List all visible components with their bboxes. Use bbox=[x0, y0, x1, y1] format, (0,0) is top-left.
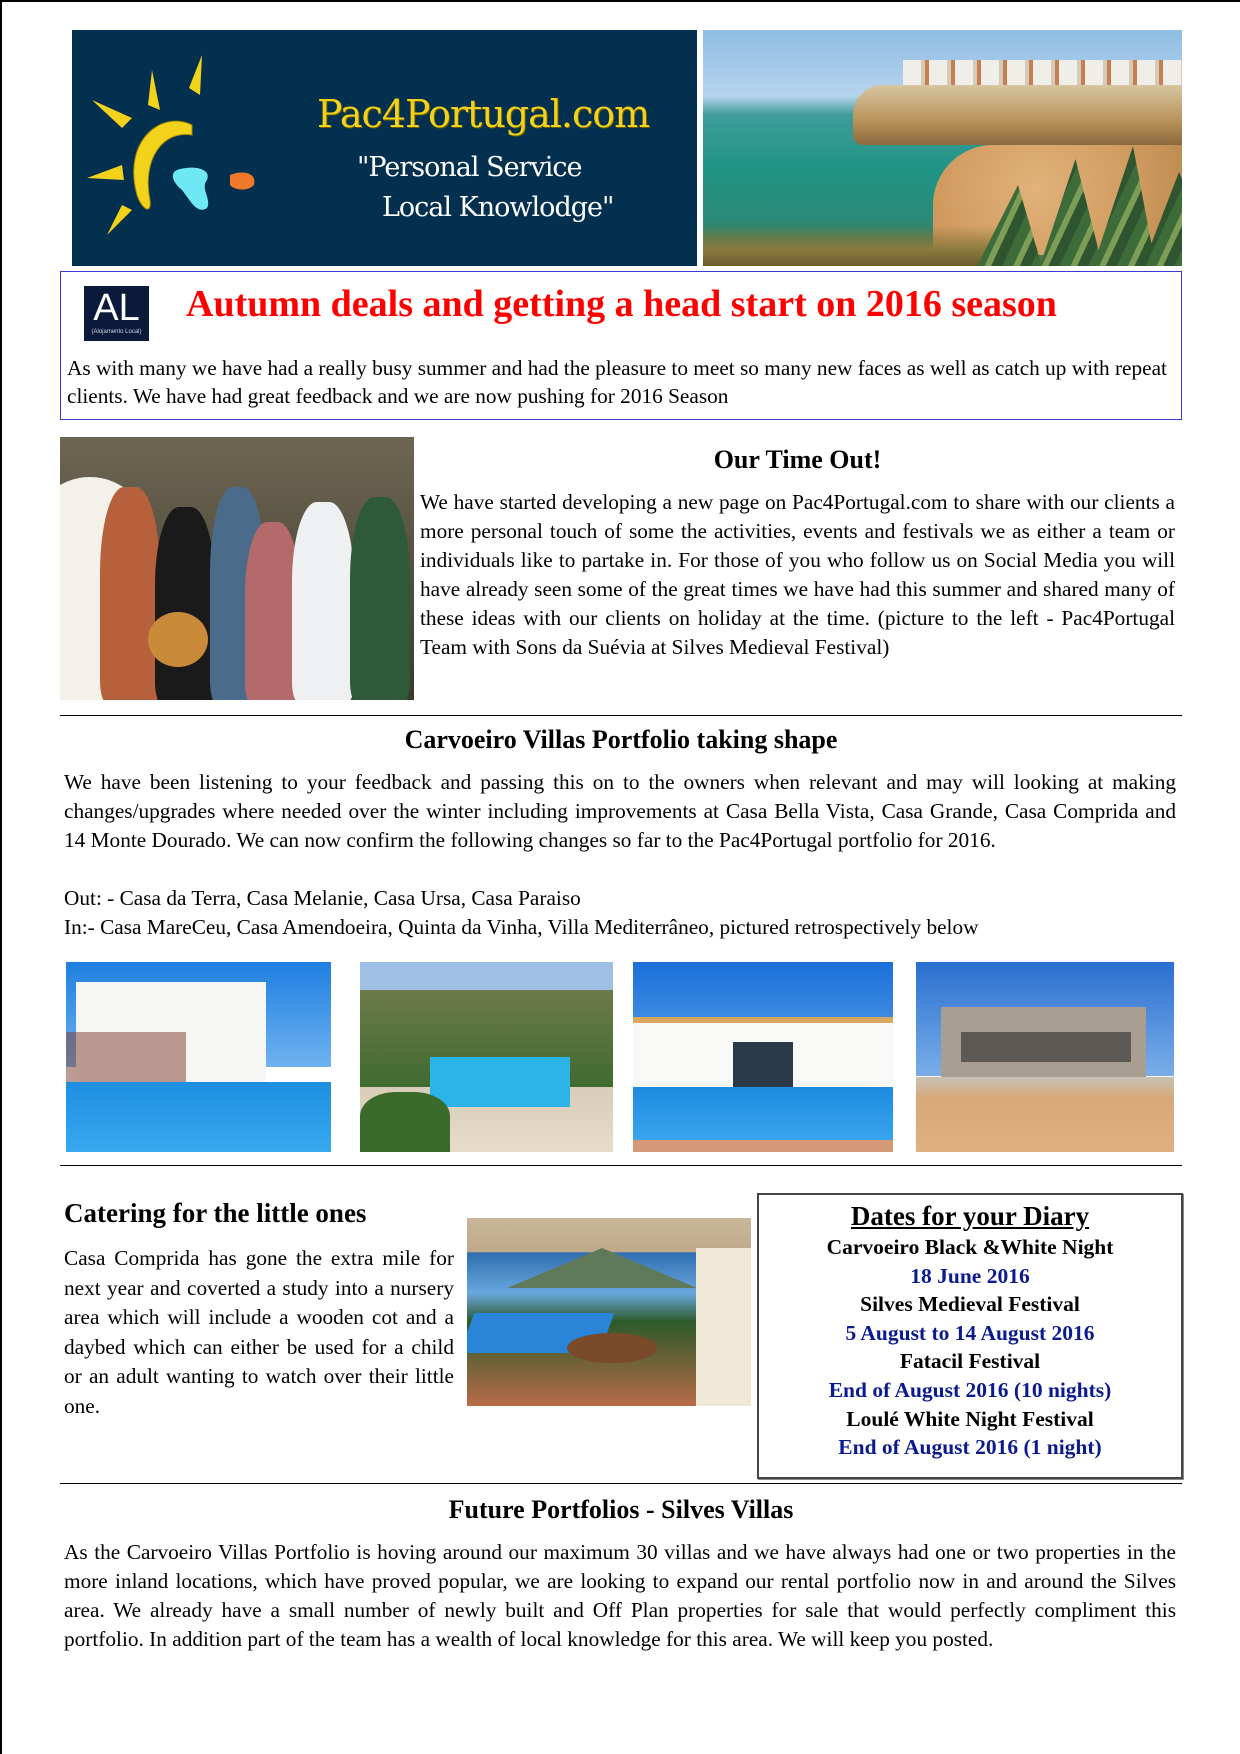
intro-body: As with many we have had a really busy summer and had the pleasure to meet so many new faces as well as catch up with repeat clients. We have had great feedback and we are now pushing for 2016 Season bbox=[67, 356, 1167, 408]
team-festival-photo bbox=[60, 437, 414, 700]
badge-text: AL bbox=[93, 287, 140, 329]
diary-event-date: 5 August to 14 August 2016 bbox=[845, 1320, 1095, 1345]
catering-heading: Catering for the little ones bbox=[64, 1198, 367, 1228]
time-out-body: We have started developing a new page on Pac4Portugal.com to share with our clients a more personal touch of some the activities, events and festivals we as either a team or individuals like to partake in. For those of you who follow us on Social Media you will have already seen some of the great times we have had this summer and shared many of these ideas with our clients on holiday at the time. (picture to the left - Pac4Portugal Team with Sons da Suévia at Silves Medieval Festival) bbox=[420, 490, 1175, 659]
cyan-blob-icon bbox=[173, 168, 208, 210]
diary-event-name: Loulé White Night Festival bbox=[846, 1406, 1094, 1431]
time-out-heading: Our Time Out! bbox=[713, 445, 882, 474]
brand-logo-banner bbox=[72, 30, 697, 266]
section-divider bbox=[60, 1165, 1182, 1166]
villa-photo-casa-mareceu bbox=[66, 962, 331, 1152]
carvoeiro-body: We have been listening to your feedback and passing this on to the owners when relevant and may will looking at making changes/upgrades where needed over the winter including improvements at Casa Bella Vista, Casa Grande, Casa Comprida and 14 Monte Dourado. We can now confirm the following changes so far to the Pac4Portugal portfolio for 2016. bbox=[64, 770, 1176, 852]
carvoeiro-beach-photo bbox=[703, 30, 1182, 266]
carvoeiro-heading: Carvoeiro Villas Portfolio taking shape bbox=[404, 725, 838, 754]
tagline-line-2: Local Knowlodge" bbox=[382, 192, 614, 223]
diary-event-date: End of August 2016 (1 night) bbox=[838, 1435, 1102, 1460]
villas-out-list: Out: - Casa da Terra, Casa Melanie, Casa Ursa, Casa Paraiso bbox=[64, 886, 581, 910]
sun-logo-icon bbox=[72, 30, 697, 266]
brand-name: Pac4Portugal.com bbox=[317, 92, 650, 136]
diary-event-date: End of August 2016 (10 nights) bbox=[828, 1377, 1112, 1402]
villa-photo-quinta-da-vinha bbox=[633, 962, 893, 1152]
diary-title: Dates for your Diary bbox=[850, 1201, 1090, 1231]
catering-body: Casa Comprida has gone the extra mile for next year and coverted a study into a nursery area which will include a wooden cot and a daybed which can either be used for a child or an adult wanting to watch over their little one. bbox=[64, 1246, 454, 1418]
diary-event-name: Fatacil Festival bbox=[899, 1349, 1041, 1374]
page-border-top bbox=[0, 0, 1240, 2]
section-divider bbox=[60, 1483, 1182, 1484]
diary-event-date: 18 June 2016 bbox=[910, 1263, 1030, 1288]
badge-subtext: (Alojamento Local) bbox=[91, 329, 142, 335]
diary-event-name: Carvoeiro Black &White Night bbox=[826, 1235, 1114, 1259]
newsletter-title: Autumn deals and getting a head start on 2016 season bbox=[186, 283, 1057, 325]
future-portfolios-heading: Future Portfolios - Silves Villas bbox=[448, 1495, 794, 1524]
alojamento-local-badge-icon bbox=[84, 286, 149, 341]
tagline-line-1: "Personal Service bbox=[357, 152, 582, 183]
intro-section bbox=[60, 271, 1182, 420]
villa-photo-villa-mediterraneo bbox=[916, 962, 1174, 1152]
casa-comprida-terrace-photo bbox=[467, 1218, 751, 1406]
future-portfolios-body: As the Carvoeiro Villas Portfolio is hoving around our maximum 30 villas and we have always had one or two properties in the more inland locations, which have proved popular, we are looking to expand our rental portfolio now in and around the Silves area. We already have a small number of newly built and Off Plan properties for sale that would perfectly compliment this portfolio. In addition part of the team has a wealth of local knowledge for this area. We will keep you posted. bbox=[64, 1540, 1176, 1651]
section-divider bbox=[60, 715, 1182, 716]
villa-photo-casa-amendoeira bbox=[360, 962, 613, 1152]
villas-in-list: In:- Casa MareCeu, Casa Amendoeira, Quinta da Vinha, Villa Mediterrâneo, pictured retrospectively below bbox=[64, 915, 979, 939]
orange-blob-icon bbox=[230, 172, 254, 189]
dates-for-your-diary-box bbox=[757, 1193, 1183, 1479]
page-border-left bbox=[0, 0, 2, 1754]
diary-event-name: Silves Medieval Festival bbox=[860, 1292, 1080, 1317]
